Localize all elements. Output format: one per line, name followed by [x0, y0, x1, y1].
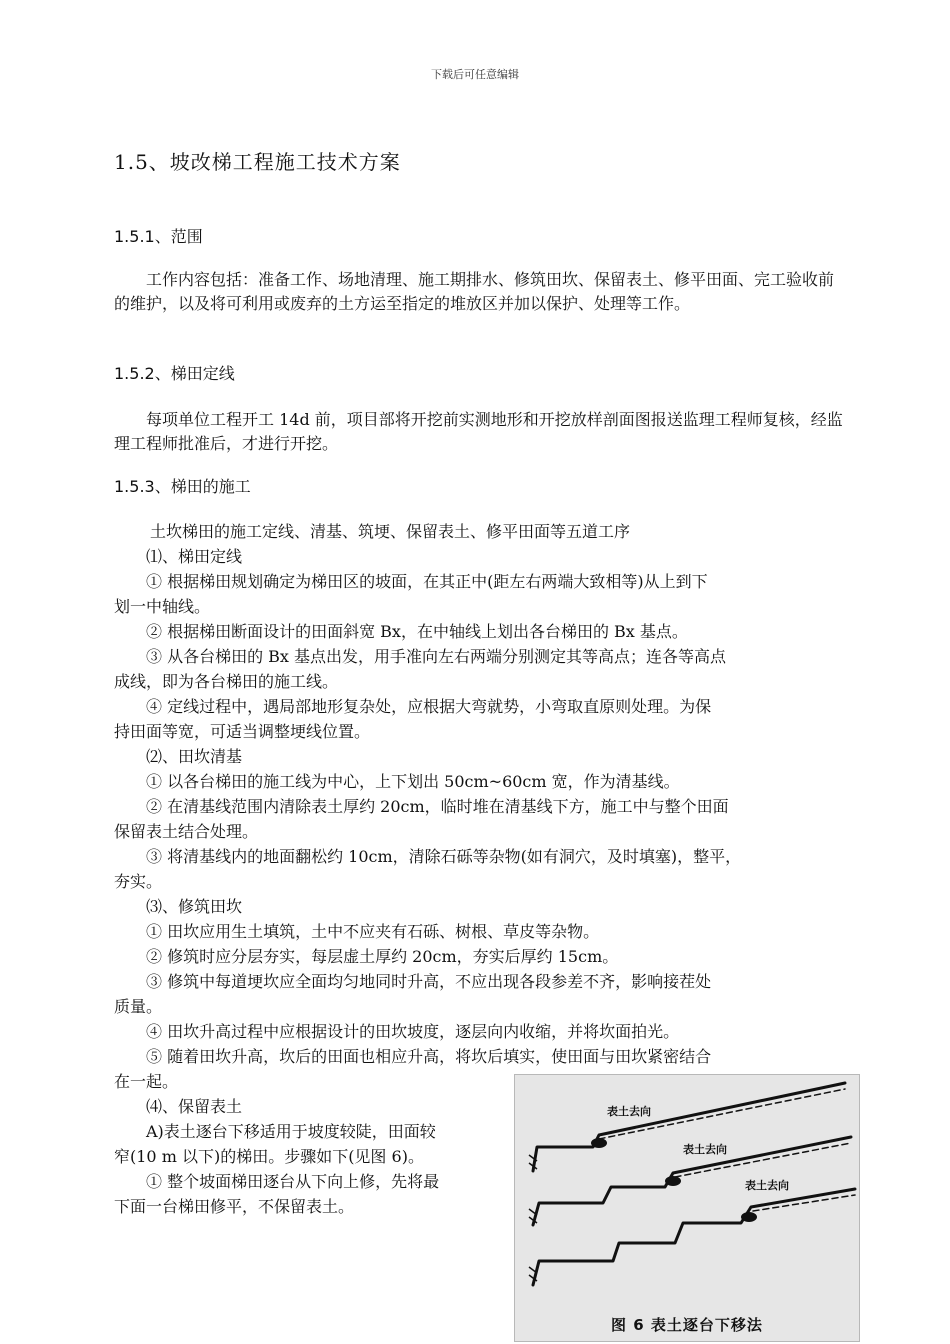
- figure-label-topsoil-direction: 表土去向: [745, 1179, 789, 1192]
- terrace-diagram: [515, 1075, 861, 1343]
- text-line: ⑵、田坎清基: [146, 747, 243, 766]
- text-line: ④ 定线过程中，遇局部地形复杂处，应根据大弯就势，小弯取直原则处理。为保: [146, 697, 712, 716]
- section-heading-alignment: 1.5.2、梯田定线: [114, 364, 235, 383]
- text-line: ⑶、修筑田坎: [146, 897, 243, 916]
- text-line: 土坎梯田的施工定线、清基、筑埂、保留表土、修平田面等五道工序: [150, 522, 631, 541]
- text-line: 保留表土结合处理。: [114, 822, 259, 841]
- text-line: ⑴、梯田定线: [146, 547, 243, 566]
- text-line: ① 以各台梯田的施工线为中心，上下划出 50cm~60cm 宽，作为清基线。: [146, 772, 680, 791]
- text-line: ① 整个坡面梯田逐台从下向上修，先将最: [146, 1172, 440, 1191]
- figure-caption: 图 6 表土逐台下移法: [611, 1316, 763, 1334]
- section-heading-construction: 1.5.3、梯田的施工: [114, 477, 251, 496]
- header-note: 下载后可任意编辑: [431, 68, 519, 81]
- section-heading-scope: 1.5.1、范围: [114, 227, 203, 246]
- text-line: ② 在清基线范围内清除表土厚约 20cm，临时堆在清基线下方，施工中与整个田面: [146, 797, 729, 816]
- text-line: ⑤ 随着田坎升高，坎后的田面也相应升高，将坎后填实，使田面与田坎紧密结合: [146, 1047, 712, 1066]
- text-line: 在一起。: [114, 1072, 179, 1091]
- page-title: 1.5、坡改梯工程施工技术方案: [114, 150, 401, 174]
- text-line: 成线，即为各台梯田的施工线。: [114, 672, 339, 691]
- text-line: 夯实。: [114, 872, 163, 891]
- text-line: 质量。: [114, 997, 163, 1016]
- section-body-scope: 工作内容包括：准备工作、场地清理、施工期排水、修筑田坎、保留表土、修平田面、完工验收前的维护，以及将可利用或废弃的土方运至指定的堆放区并加以保护、处理等工作。: [114, 270, 835, 313]
- text-line: ① 根据梯田规划确定为梯田区的坡面，在其正中(距左右两端大致相等)从上到下: [146, 572, 708, 591]
- construction-lines: [114, 519, 850, 1094]
- text-line: ③ 修筑中每道埂坎应全面均匀地同时升高，不应出现各段参差不齐，影响接茬处: [146, 972, 712, 991]
- text-line: A)表土逐台下移适用于坡度较陡，田面较: [146, 1122, 436, 1141]
- text-line: 下面一台梯田修平，不保留表土。: [114, 1197, 355, 1216]
- text-line: 窄(10 m 以下)的梯田。步骤如下(见图 6)。: [114, 1147, 424, 1166]
- text-line: 持田面等宽，可适当调整埂线位置。: [114, 722, 371, 741]
- text-line: ① 田坎应用生土填筑，土中不应夹有石砾、树根、草皮等杂物。: [146, 922, 600, 941]
- figure-label-topsoil-direction: 表土去向: [683, 1143, 727, 1156]
- figure-topsoil-method: [514, 1074, 860, 1342]
- text-line: ② 修筑时应分层夯实，每层虚土厚约 20cm，夯实后厚约 15cm。: [146, 947, 619, 966]
- text-line: ③ 将清基线内的地面翻松约 10cm，清除石砾等杂物(如有洞穴，及时填塞)，整平，: [146, 847, 742, 866]
- figure-label-topsoil-direction: 表土去向: [607, 1105, 651, 1118]
- text-line: 划一中轴线。: [114, 597, 211, 616]
- section-body-alignment: 每项单位工程开工 14d 前，项目部将开挖前实测地形和开挖放样剖面图报送监理工程师复核，经监理工程师批准后，才进行开挖。: [114, 410, 843, 453]
- topsoil-lines: [114, 1094, 504, 1219]
- text-line: ③ 从各台梯田的 Bx 基点出发，用手准向左右两端分别测定其等高点；连各等高点: [146, 647, 727, 666]
- text-line: ⑷、保留表土: [146, 1097, 243, 1116]
- text-line: ④ 田坎升高过程中应根据设计的田坎坡度，逐层向内收缩，并将坎面拍光。: [146, 1022, 680, 1041]
- text-line: ② 根据梯田断面设计的田面斜宽 Bx，在中轴线上划出各台梯田的 Bx 基点。: [146, 622, 688, 641]
